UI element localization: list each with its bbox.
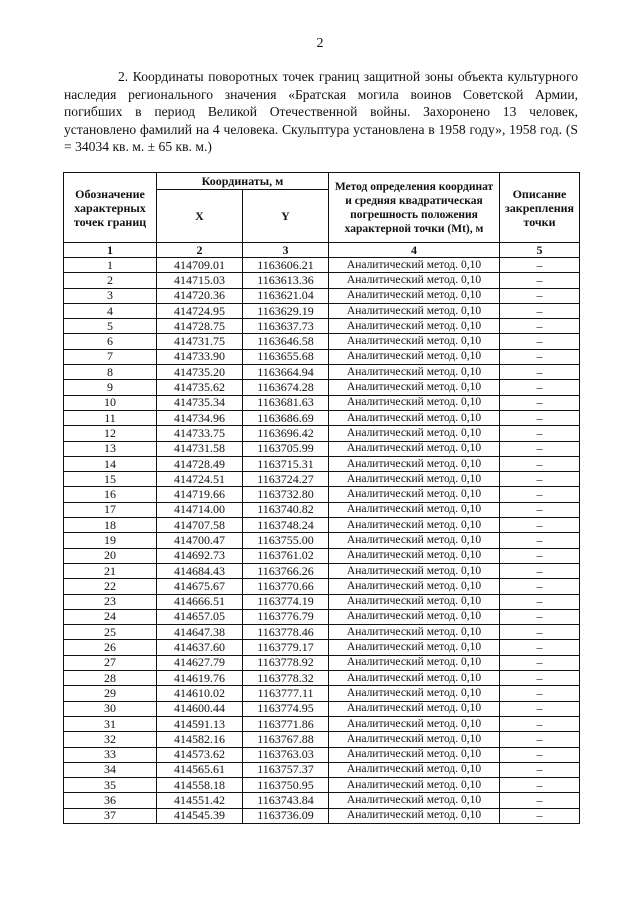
x-coordinate-cell: 414647.38	[157, 625, 243, 640]
x-coordinate-cell: 414728.75	[157, 319, 243, 334]
table-row	[64, 410, 580, 425]
y-coordinate-cell: 1163724.27	[243, 472, 329, 487]
method-cell: Аналитический метод. 0,10	[329, 533, 500, 548]
description-cell: –	[500, 778, 580, 793]
table-body	[64, 258, 580, 824]
y-coordinate-cell: 1163743.84	[243, 793, 329, 808]
column-number: 1	[64, 243, 157, 258]
table-row	[64, 563, 580, 578]
x-coordinate-cell: 414675.67	[157, 579, 243, 594]
table-row	[64, 334, 580, 349]
x-coordinate-cell: 414545.39	[157, 808, 243, 823]
y-coordinate-cell: 1163740.82	[243, 502, 329, 517]
table-row	[64, 533, 580, 548]
method-cell: Аналитический метод. 0,10	[329, 288, 500, 303]
table-row	[64, 380, 580, 395]
description-cell: –	[500, 518, 580, 533]
description-cell: –	[500, 273, 580, 288]
y-coordinate-cell: 1163664.94	[243, 365, 329, 380]
x-coordinate-cell: 414600.44	[157, 701, 243, 716]
y-coordinate-cell: 1163655.68	[243, 349, 329, 364]
description-cell: –	[500, 533, 580, 548]
method-cell: Аналитический метод. 0,10	[329, 502, 500, 517]
table-row	[64, 793, 580, 808]
header-x: X	[157, 190, 243, 243]
description-cell: –	[500, 303, 580, 318]
x-coordinate-cell: 414735.20	[157, 365, 243, 380]
description-cell: –	[500, 762, 580, 777]
point-number-cell: 33	[64, 747, 157, 762]
x-coordinate-cell: 414619.76	[157, 671, 243, 686]
method-cell: Аналитический метод. 0,10	[329, 579, 500, 594]
x-coordinate-cell: 414714.00	[157, 502, 243, 517]
y-coordinate-cell: 1163766.26	[243, 563, 329, 578]
x-coordinate-cell: 414731.75	[157, 334, 243, 349]
point-number-cell: 26	[64, 640, 157, 655]
method-cell: Аналитический метод. 0,10	[329, 655, 500, 670]
point-number-cell: 28	[64, 671, 157, 686]
y-coordinate-cell: 1163774.95	[243, 701, 329, 716]
table-row	[64, 747, 580, 762]
y-coordinate-cell: 1163736.09	[243, 808, 329, 823]
table-row	[64, 273, 580, 288]
description-cell: –	[500, 793, 580, 808]
x-coordinate-cell: 414666.51	[157, 594, 243, 609]
column-number: 5	[500, 243, 580, 258]
description-cell: –	[500, 349, 580, 364]
x-coordinate-cell: 414573.62	[157, 747, 243, 762]
x-coordinate-cell: 414731.58	[157, 441, 243, 456]
description-cell: –	[500, 609, 580, 624]
x-coordinate-cell: 414709.01	[157, 258, 243, 273]
x-coordinate-cell: 414582.16	[157, 732, 243, 747]
intro-paragraph: 2. Координаты поворотных точек границ защитной зоны объекта культурного наследия регионального значения «Братская могила воинов Советской Армии, погибших в период Великой Отечественной войны. Захоронено 13 человек, установлено фамилий на 4 человека. Скульптура установлена в 1958 году», 1958 год. (S = 34034 кв. м. ± 65 кв. м.)	[64, 69, 578, 154]
method-cell: Аналитический метод. 0,10	[329, 319, 500, 334]
method-cell: Аналитический метод. 0,10	[329, 487, 500, 502]
description-cell: –	[500, 426, 580, 441]
point-number-cell: 13	[64, 441, 157, 456]
y-coordinate-cell: 1163778.92	[243, 655, 329, 670]
point-number-cell: 8	[64, 365, 157, 380]
point-number-cell: 36	[64, 793, 157, 808]
description-cell: –	[500, 456, 580, 471]
method-cell: Аналитический метод. 0,10	[329, 518, 500, 533]
method-cell: Аналитический метод. 0,10	[329, 410, 500, 425]
point-number-cell: 6	[64, 334, 157, 349]
method-cell: Аналитический метод. 0,10	[329, 334, 500, 349]
point-number-cell: 7	[64, 349, 157, 364]
method-cell: Аналитический метод. 0,10	[329, 778, 500, 793]
table-row	[64, 426, 580, 441]
x-coordinate-cell: 414715.03	[157, 273, 243, 288]
method-cell: Аналитический метод. 0,10	[329, 671, 500, 686]
table-row	[64, 579, 580, 594]
description-cell: –	[500, 671, 580, 686]
header-designation: Обозначение характерных точек границ	[64, 173, 157, 243]
y-coordinate-cell: 1163763.03	[243, 747, 329, 762]
description-cell: –	[500, 441, 580, 456]
table-row	[64, 456, 580, 471]
point-number-cell: 21	[64, 563, 157, 578]
y-coordinate-cell: 1163748.24	[243, 518, 329, 533]
x-coordinate-cell: 414692.73	[157, 548, 243, 563]
column-number: 2	[157, 243, 243, 258]
method-cell: Аналитический метод. 0,10	[329, 365, 500, 380]
x-coordinate-cell: 414551.42	[157, 793, 243, 808]
x-coordinate-cell: 414637.60	[157, 640, 243, 655]
method-cell: Аналитический метод. 0,10	[329, 762, 500, 777]
point-number-cell: 37	[64, 808, 157, 823]
x-coordinate-cell: 414720.36	[157, 288, 243, 303]
point-number-cell: 20	[64, 548, 157, 563]
table-row	[64, 548, 580, 563]
table-row	[64, 701, 580, 716]
method-cell: Аналитический метод. 0,10	[329, 472, 500, 487]
y-coordinate-cell: 1163757.37	[243, 762, 329, 777]
table-row	[64, 441, 580, 456]
x-coordinate-cell: 414733.90	[157, 349, 243, 364]
description-cell: –	[500, 288, 580, 303]
point-number-cell: 5	[64, 319, 157, 334]
y-coordinate-cell: 1163646.58	[243, 334, 329, 349]
description-cell: –	[500, 808, 580, 823]
point-number-cell: 30	[64, 701, 157, 716]
table-row	[64, 686, 580, 701]
x-coordinate-cell: 414707.58	[157, 518, 243, 533]
table-row	[64, 716, 580, 731]
x-coordinate-cell: 414558.18	[157, 778, 243, 793]
y-coordinate-cell: 1163674.28	[243, 380, 329, 395]
method-cell: Аналитический метод. 0,10	[329, 625, 500, 640]
method-cell: Аналитический метод. 0,10	[329, 732, 500, 747]
header-method: Метод определения координат и средняя квадратическая погрешность положения характерной точки (Mt), м	[329, 173, 500, 243]
point-number-cell: 34	[64, 762, 157, 777]
y-coordinate-cell: 1163629.19	[243, 303, 329, 318]
table-row	[64, 487, 580, 502]
table-row	[64, 472, 580, 487]
y-coordinate-cell: 1163767.88	[243, 732, 329, 747]
y-coordinate-cell: 1163777.11	[243, 686, 329, 701]
table-row	[64, 762, 580, 777]
method-cell: Аналитический метод. 0,10	[329, 456, 500, 471]
table-row	[64, 655, 580, 670]
table-row	[64, 594, 580, 609]
point-number-cell: 23	[64, 594, 157, 609]
point-number-cell: 10	[64, 395, 157, 410]
y-coordinate-cell: 1163776.79	[243, 609, 329, 624]
x-coordinate-cell: 414724.95	[157, 303, 243, 318]
y-coordinate-cell: 1163778.46	[243, 625, 329, 640]
table-row	[64, 258, 580, 273]
description-cell: –	[500, 365, 580, 380]
method-cell: Аналитический метод. 0,10	[329, 594, 500, 609]
description-cell: –	[500, 747, 580, 762]
table-row	[64, 671, 580, 686]
point-number-cell: 17	[64, 502, 157, 517]
y-coordinate-cell: 1163755.00	[243, 533, 329, 548]
x-coordinate-cell: 414724.51	[157, 472, 243, 487]
table-row	[64, 319, 580, 334]
point-number-cell: 19	[64, 533, 157, 548]
point-number-cell: 35	[64, 778, 157, 793]
point-number-cell: 4	[64, 303, 157, 318]
point-number-cell: 27	[64, 655, 157, 670]
method-cell: Аналитический метод. 0,10	[329, 701, 500, 716]
page-number: 2	[316, 36, 324, 51]
point-number-cell: 2	[64, 273, 157, 288]
method-cell: Аналитический метод. 0,10	[329, 441, 500, 456]
y-coordinate-cell: 1163774.19	[243, 594, 329, 609]
y-coordinate-cell: 1163770.66	[243, 579, 329, 594]
point-number-cell: 3	[64, 288, 157, 303]
y-coordinate-cell: 1163771.86	[243, 716, 329, 731]
y-coordinate-cell: 1163696.42	[243, 426, 329, 441]
point-number-cell: 25	[64, 625, 157, 640]
point-number-cell: 11	[64, 410, 157, 425]
method-cell: Аналитический метод. 0,10	[329, 609, 500, 624]
description-cell: –	[500, 502, 580, 517]
description-cell: –	[500, 701, 580, 716]
description-cell: –	[500, 640, 580, 655]
method-cell: Аналитический метод. 0,10	[329, 303, 500, 318]
description-cell: –	[500, 625, 580, 640]
y-coordinate-cell: 1163681.63	[243, 395, 329, 410]
table-row	[64, 625, 580, 640]
point-number-cell: 12	[64, 426, 157, 441]
point-number-cell: 15	[64, 472, 157, 487]
method-cell: Аналитический метод. 0,10	[329, 563, 500, 578]
point-number-cell: 22	[64, 579, 157, 594]
method-cell: Аналитический метод. 0,10	[329, 426, 500, 441]
header-coordinates: Координаты, м	[157, 173, 329, 190]
table-row	[64, 732, 580, 747]
point-number-cell: 32	[64, 732, 157, 747]
x-coordinate-cell: 414657.05	[157, 609, 243, 624]
y-coordinate-cell: 1163705.99	[243, 441, 329, 456]
description-cell: –	[500, 380, 580, 395]
table-row	[64, 778, 580, 793]
point-number-cell: 14	[64, 456, 157, 471]
x-coordinate-cell: 414700.47	[157, 533, 243, 548]
y-coordinate-cell: 1163750.95	[243, 778, 329, 793]
x-coordinate-cell: 414733.75	[157, 426, 243, 441]
description-cell: –	[500, 563, 580, 578]
column-number-row	[64, 243, 580, 258]
y-coordinate-cell: 1163613.36	[243, 273, 329, 288]
x-coordinate-cell: 414627.79	[157, 655, 243, 670]
x-coordinate-cell: 414719.66	[157, 487, 243, 502]
description-cell: –	[500, 410, 580, 425]
x-coordinate-cell: 414735.62	[157, 380, 243, 395]
table-row	[64, 640, 580, 655]
description-cell: –	[500, 395, 580, 410]
point-number-cell: 29	[64, 686, 157, 701]
description-cell: –	[500, 686, 580, 701]
method-cell: Аналитический метод. 0,10	[329, 640, 500, 655]
description-cell: –	[500, 579, 580, 594]
description-cell: –	[500, 319, 580, 334]
column-number: 3	[243, 243, 329, 258]
table-row	[64, 349, 580, 364]
table-row	[64, 518, 580, 533]
table-row	[64, 288, 580, 303]
description-cell: –	[500, 594, 580, 609]
description-cell: –	[500, 487, 580, 502]
description-cell: –	[500, 258, 580, 273]
column-number: 4	[329, 243, 500, 258]
x-coordinate-cell: 414684.43	[157, 563, 243, 578]
y-coordinate-cell: 1163715.31	[243, 456, 329, 471]
y-coordinate-cell: 1163637.73	[243, 319, 329, 334]
table-row	[64, 808, 580, 823]
point-number-cell: 31	[64, 716, 157, 731]
method-cell: Аналитический метод. 0,10	[329, 548, 500, 563]
table-row	[64, 365, 580, 380]
method-cell: Аналитический метод. 0,10	[329, 395, 500, 410]
point-number-cell: 24	[64, 609, 157, 624]
x-coordinate-cell: 414728.49	[157, 456, 243, 471]
table-row	[64, 303, 580, 318]
point-number-cell: 1	[64, 258, 157, 273]
y-coordinate-cell: 1163606.21	[243, 258, 329, 273]
method-cell: Аналитический метод. 0,10	[329, 747, 500, 762]
method-cell: Аналитический метод. 0,10	[329, 808, 500, 823]
point-number-cell: 18	[64, 518, 157, 533]
method-cell: Аналитический метод. 0,10	[329, 349, 500, 364]
table-row	[64, 395, 580, 410]
y-coordinate-cell: 1163779.17	[243, 640, 329, 655]
x-coordinate-cell: 414610.02	[157, 686, 243, 701]
y-coordinate-cell: 1163761.02	[243, 548, 329, 563]
description-cell: –	[500, 716, 580, 731]
point-number-cell: 9	[64, 380, 157, 395]
y-coordinate-cell: 1163686.69	[243, 410, 329, 425]
y-coordinate-cell: 1163778.32	[243, 671, 329, 686]
x-coordinate-cell: 414734.96	[157, 410, 243, 425]
x-coordinate-cell: 414591.13	[157, 716, 243, 731]
description-cell: –	[500, 655, 580, 670]
description-cell: –	[500, 472, 580, 487]
method-cell: Аналитический метод. 0,10	[329, 716, 500, 731]
method-cell: Аналитический метод. 0,10	[329, 793, 500, 808]
method-cell: Аналитический метод. 0,10	[329, 686, 500, 701]
table-row	[64, 502, 580, 517]
x-coordinate-cell: 414735.34	[157, 395, 243, 410]
description-cell: –	[500, 732, 580, 747]
method-cell: Аналитический метод. 0,10	[329, 258, 500, 273]
method-cell: Аналитический метод. 0,10	[329, 273, 500, 288]
table-row	[64, 609, 580, 624]
x-coordinate-cell: 414565.61	[157, 762, 243, 777]
coordinates-table	[63, 172, 580, 824]
description-cell: –	[500, 548, 580, 563]
header-y: Y	[243, 190, 329, 243]
method-cell: Аналитический метод. 0,10	[329, 380, 500, 395]
point-number-cell: 16	[64, 487, 157, 502]
header-description: Описание закрепления точки	[500, 173, 580, 243]
y-coordinate-cell: 1163621.04	[243, 288, 329, 303]
y-coordinate-cell: 1163732.80	[243, 487, 329, 502]
description-cell: –	[500, 334, 580, 349]
